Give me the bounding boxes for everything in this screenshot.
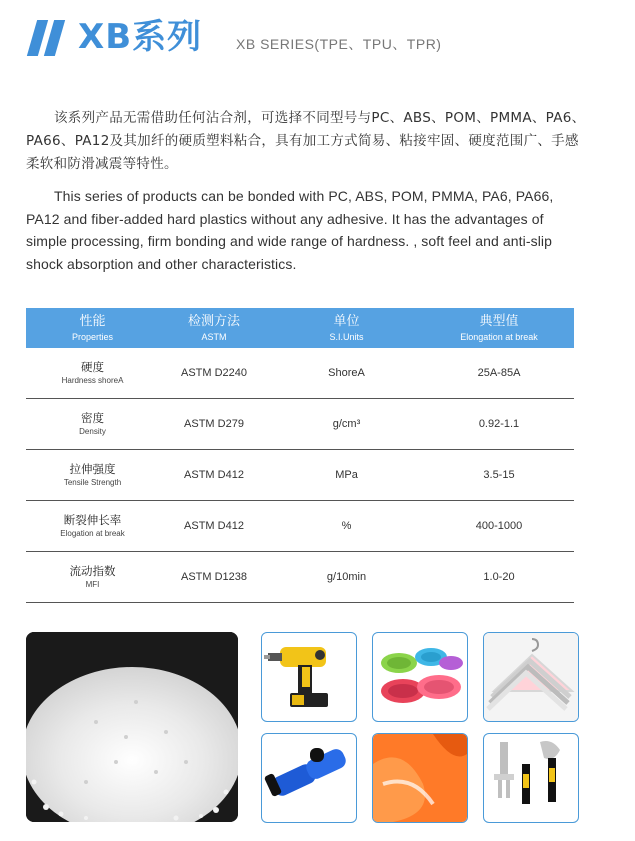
property-cell <box>26 450 159 500</box>
pellets-photo-icon <box>26 632 238 822</box>
property-cn: 断裂伸长率 <box>63 513 122 527</box>
property-cell <box>26 399 159 449</box>
property-cell <box>26 552 159 602</box>
property-cell <box>26 501 159 551</box>
property-en: MFI <box>85 580 100 589</box>
accent-slash-icon <box>44 20 65 56</box>
header-en: S.I.Units <box>329 331 364 342</box>
intro-english: This series of products can be bonded with PC, ABS, POM, PMMA, PA6, PA66, PA12 and fiber-added hard plastics without any adhesive. It has the advantages of simple processing, firm bonding and wide range of hardness. , soft feel and anti-slip shock absorption and other characteristics. <box>26 188 554 272</box>
garden-tools-photo-icon <box>483 733 579 823</box>
method-cell: ASTM D2240 <box>180 367 248 379</box>
unit-cell: MPa <box>335 469 358 481</box>
intro-chinese: 该系列产品无需借助任何沾合剂，可选择不同型号与PC、ABS、POM、PMMA、PA6、PA66、PA12及其加纤的硬质塑料粘合，具有加工方式简易、粘接牢固、硬度范围广、手感柔软和防滑减震等特性。 <box>26 110 586 172</box>
value-cell: 400-1000 <box>475 520 523 532</box>
property-cn: 密度 <box>81 411 104 425</box>
hangers-photo-icon <box>483 632 579 722</box>
unit-cell: ShoreA <box>328 367 365 379</box>
property-en: Tensile Strength <box>63 478 122 487</box>
unit-cell: g/10min <box>326 571 367 583</box>
header-en: ASTM <box>201 331 227 342</box>
header-cell-method <box>159 308 269 348</box>
page-title: XB系列 <box>78 17 203 57</box>
table-header <box>26 308 574 348</box>
header-en: Elongation at break <box>460 331 538 342</box>
header-cell-properties <box>26 308 159 348</box>
table-row <box>26 552 574 603</box>
method-cell: ASTM D279 <box>184 418 244 430</box>
value-cell: 3.5-15 <box>483 469 515 481</box>
power-drill-photo-icon <box>261 632 357 722</box>
header-cell-units <box>269 308 424 348</box>
value-cell: 1.0-20 <box>483 571 515 583</box>
property-en: Hardness shoreA <box>61 376 124 385</box>
page-header <box>26 16 616 60</box>
method-cell: ASTM D412 <box>184 469 244 481</box>
header-cn: 典型值 <box>479 313 519 329</box>
properties-table <box>26 308 574 603</box>
table-row <box>26 399 574 450</box>
orange-product-photo-icon <box>372 733 468 823</box>
header-en: Properties <box>71 331 114 342</box>
page-subtitle: XB SERIES(TPE、TPU、TPR) <box>236 36 442 52</box>
value-cell: 25A-85A <box>477 367 521 379</box>
table-row <box>26 450 574 501</box>
table-row <box>26 501 574 552</box>
header-cn: 检测方法 <box>187 313 240 329</box>
table-row <box>26 348 574 399</box>
unit-cell: % <box>341 520 352 532</box>
method-cell: ASTM D1238 <box>180 571 248 583</box>
property-cn: 硬度 <box>81 360 104 374</box>
property-cn: 流动指数 <box>69 564 116 578</box>
value-cell: 0.92-1.1 <box>478 418 520 430</box>
unit-cell: g/cm³ <box>332 418 361 430</box>
method-cell: ASTM D412 <box>184 520 244 532</box>
property-cell <box>26 348 159 398</box>
header-cn: 单位 <box>333 313 360 329</box>
property-en: Elogation at break <box>60 529 125 538</box>
property-cn: 拉伸强度 <box>69 462 116 476</box>
grips-photo-icon <box>261 733 357 823</box>
header-cell-typical <box>424 308 574 348</box>
header-cn: 性能 <box>79 313 106 329</box>
property-en: Density <box>79 427 106 436</box>
silicone-bowls-photo-icon <box>372 632 468 722</box>
